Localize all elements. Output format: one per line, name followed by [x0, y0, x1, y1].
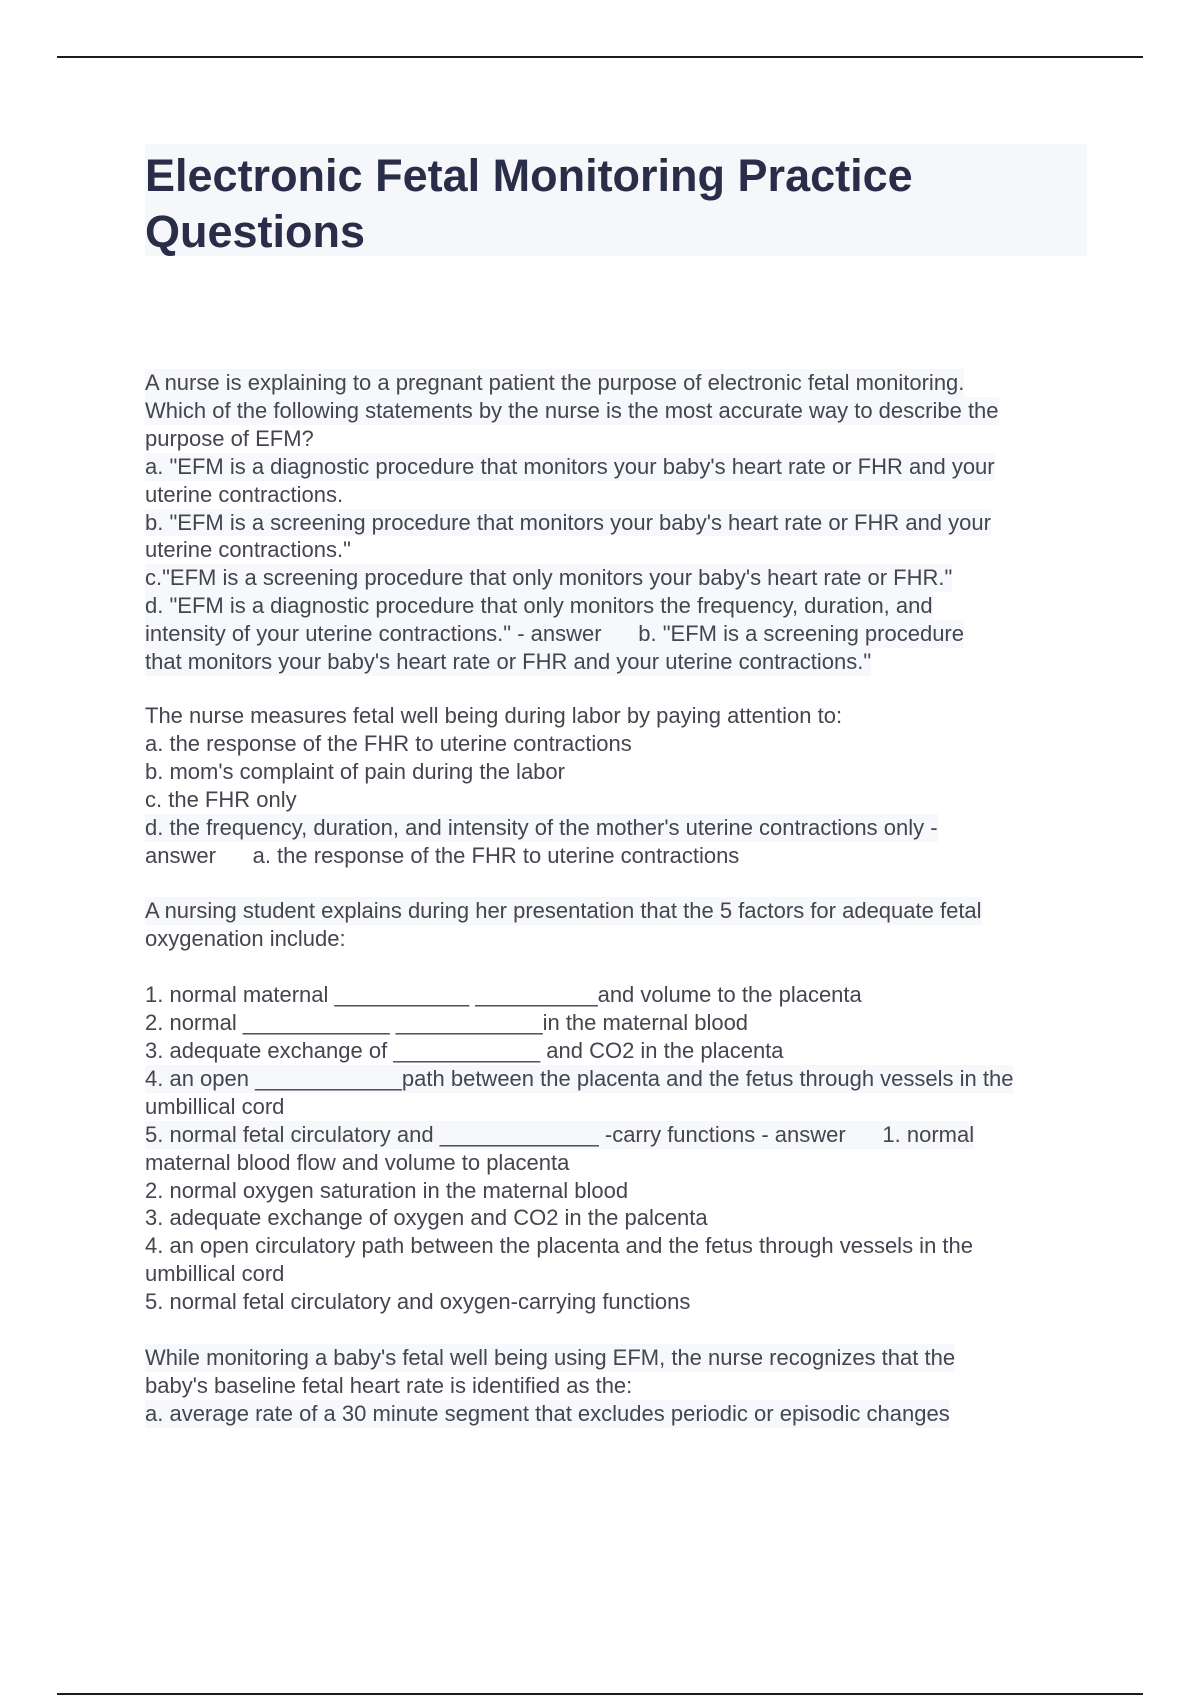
footer-rule	[57, 1693, 1143, 1695]
text-line: A nurse is explaining to a pregnant patient the purpose of electronic fetal monitoring.	[145, 370, 965, 395]
text-line: A nursing student explains during her presentation that the 5 factors for adequate fetal	[145, 898, 982, 924]
header-rule	[57, 56, 1143, 58]
text-line: oxygenation include:	[145, 926, 346, 952]
text-line: that monitors your baby's heart rate or FHR and your uterine contractions."	[145, 649, 872, 675]
text-line: Which of the following statements by the nurse is the most accurate way to describe the	[145, 397, 999, 423]
text-line: 4. an open circulatory path between the placenta and the fetus through vessels in the	[145, 1233, 973, 1259]
text-line: intensity of your uterine contractions." - answer b. "EFM is a screening procedure	[145, 621, 964, 647]
text-line: 4. an open ____________path between the placenta and the fetus through vessels in the	[145, 1065, 1014, 1091]
text-line: uterine contractions.	[145, 481, 344, 507]
question-block	[145, 369, 1095, 676]
text-line: umbillical cord	[145, 1261, 285, 1287]
text-line: 3. adequate exchange of oxygen and CO2 in the palcenta	[145, 1205, 708, 1231]
text-line: uterine contractions."	[145, 537, 351, 563]
text-line: While monitoring a baby's fetal well being using EFM, the nurse recognizes that the	[145, 1345, 956, 1371]
text-line: maternal blood flow and volume to placenta	[145, 1149, 570, 1175]
document-body	[145, 369, 1095, 1456]
text-line: answer a. the response of the FHR to uterine contractions	[145, 842, 740, 868]
text-line: 1. normal maternal ___________ __________and volume to the placenta	[145, 982, 862, 1008]
text-line: d. "EFM is a diagnostic procedure that only monitors the frequency, duration, and	[145, 593, 933, 619]
question-block	[145, 702, 1095, 869]
text-line: baby's baseline fetal heart rate is identified as the:	[145, 1373, 633, 1398]
text-line: d. the frequency, duration, and intensity of the mother's uterine contractions only -	[145, 814, 938, 840]
text-line: c."EFM is a screening procedure that only monitors your baby's heart rate or FHR."	[145, 565, 953, 591]
text-line: 3. adequate exchange of ____________ and CO2 in the placenta	[145, 1038, 784, 1064]
text-line: purpose of EFM?	[145, 425, 314, 451]
text-line: b. "EFM is a screening procedure that monitors your baby's heart rate or FHR and your	[145, 509, 991, 535]
text-line: 2. normal oxygen saturation in the maternal blood	[145, 1177, 629, 1203]
text-line: 2. normal ____________ ____________in the maternal blood	[145, 1010, 749, 1036]
title-line: Electronic Fetal Monitoring Practice	[145, 150, 913, 201]
text-line: a. the response of the FHR to uterine contractions	[145, 730, 632, 756]
spacer	[145, 953, 1095, 981]
title-line: Questions	[145, 206, 366, 257]
text-line: c. the FHR only	[145, 786, 297, 812]
text-line: a. "EFM is a diagnostic procedure that monitors your baby's heart rate or FHR and your	[145, 453, 995, 479]
text-line: 5. normal fetal circulatory and oxygen-carrying functions	[145, 1289, 691, 1315]
text-line: b. mom's complaint of pain during the labor	[145, 758, 565, 784]
text-line: 5. normal fetal circulatory and _____________ -carry functions - answer 1. normal	[145, 1121, 975, 1147]
question-block	[145, 897, 1095, 1316]
page-title	[145, 144, 1087, 260]
title-banner	[145, 144, 1087, 256]
text-line: a. average rate of a 30 minute segment that excludes periodic or episodic changes	[145, 1400, 950, 1426]
question-block	[145, 1344, 1095, 1428]
text-line: The nurse measures fetal well being during labor by paying attention to:	[145, 702, 843, 728]
text-line: umbillical cord	[145, 1093, 285, 1119]
